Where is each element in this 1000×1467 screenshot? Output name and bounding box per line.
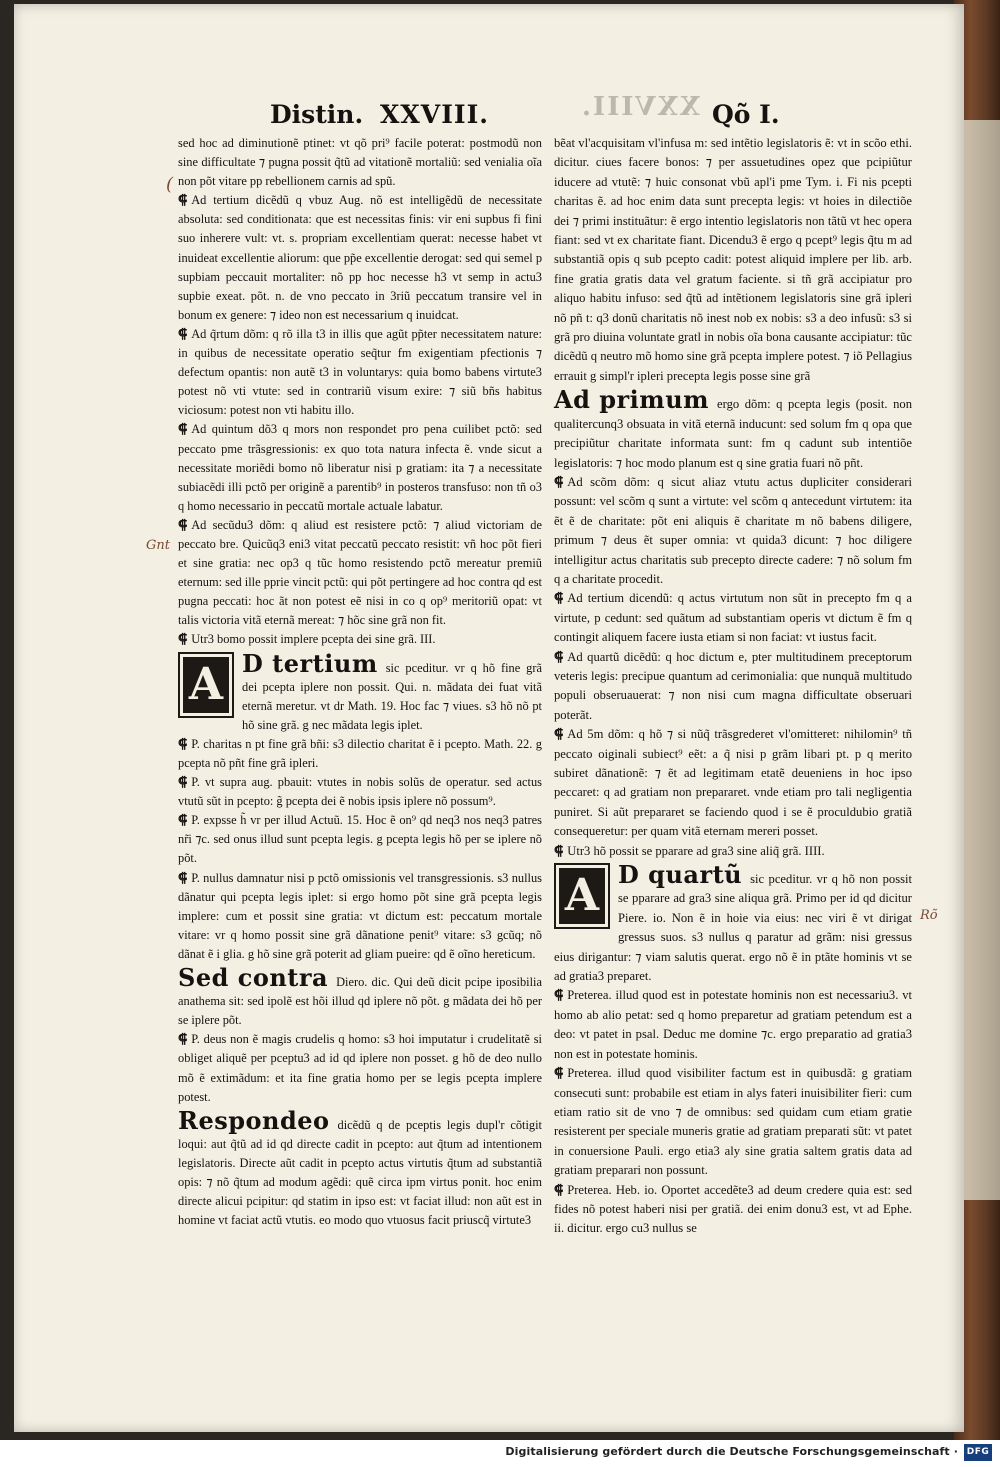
paragraph-text: sic pceditur. vr q hõ fine grã dei pcepta iplere non possit. Qui. n. mãdata dei fuat vitã eternã meretur. vt dr Math. 19. Hoc fac ⁊ viues. s3 hõ nõ pt hõ sine grã. g nec mãdata legis iplet. [242, 660, 542, 732]
show-through-heading: XXVIII. [579, 92, 700, 122]
paragraph [554, 861, 912, 986]
paragraph [178, 325, 542, 420]
paragraph-text: Ad q̃rtum dõm: q rõ illa t3 in illis que agũt pp̃ter necessitatem nature: in quibus de necessitate operatio seq̃tur fm exigentiam pfectionis ⁊ defectum opantis: non autẽ t3 in voluntarys: quia bomo babens virtute3 potest nõ vti vtute: sed in contrariũ visum exire: ⁊ siũ bñs habitus viciosum: potest non vti habitu illo. [178, 326, 542, 418]
paragraph-text: Ad secũdu3 dõm: q aliud est resistere pctõ: ⁊ aliud victoriam de peccato bre. Quicũq3 eni3 vitat peccatũ peccato resistit: vñ hoc põt fieri et sine gratia: nec op3 q tũc homo resistendo pctõ mereatur premiũ eternum: sed ille pprie vincit pctũ: qui põt pertingere ad hoc contra qd est pugna peccati: hoc ãt non potest eẽ nisi in co q op⁹ meritoriũ opat: vt talis victoria vitã eternã mereat: ⁊ hõc sine grã non fit. [178, 517, 542, 628]
paragraph [554, 1181, 912, 1239]
paragraph-mark-icon: ⸿ [178, 736, 188, 752]
paragraph-text: Preterea. illud quod visibiliter factum est in quibusdã: g gratiam consecuti sunt: probabile est etiam in alys fateri inuisibiliter fieri: cum etiam ratio sit de vno ⁊ de omnibus: sed quidam cum etiam gratie resisterent per speciale muneris gratie ad gratiam preparati sũt: vt patet in conuersione Pauli. ergo etia3 aly sine gratia saltem gratis data ad gratiam preparari non possunt. [554, 1066, 912, 1178]
paragraph-text: P. expsse h̃ vr per illud Actuũ. 15. Hoc ẽ on⁹ qd neq3 nos neq3 patres nr̃i ⁊c. sed onus illud sunt pcepta legis. g pcepta legis hõ per se iplere nõ põt. [178, 813, 542, 866]
paragraph-mark-icon: ⸿ [178, 632, 188, 648]
paragraph-mark-icon: ⸿ [554, 727, 564, 743]
paragraph [554, 648, 912, 726]
running-head-question: Qõ I. [712, 100, 780, 129]
section-heading: Sed contra [178, 963, 329, 993]
paragraph-text: Preterea. Heb. io. Oportet accedẽte3 ad deum credere quia est: sed fides nõ potest haberi nisi per gratiã. dei enim donu3 est, vt ad Ephe. ii. dicitur. ergo cu3 nullus se [554, 1182, 912, 1236]
paragraph [554, 134, 912, 386]
paragraph [178, 735, 542, 773]
paragraph [178, 191, 542, 325]
paragraph [178, 964, 542, 1030]
paragraph-text: P. charitas n pt fine grã bñi: s3 dilectio charitat ẽ i pcepto. Math. 22. g pcepta nõ pñt fine grã ipleri. [178, 736, 542, 770]
paragraph-text: Ad 5m dõm: q hõ ⁊ si nũq̃ trãsgrederet vl'omitteret: nihilomin⁹ tñ peccato oiginali subiect⁹ eẽt: a q̃ nisi p grãm libari pt. p q merito subiret dãnationẽ: ⁊ ẽt ad legitimam etatẽ deueniens in hoc ipso peccaret: q ad gratiam non prepararet. vnde etiam pro tali negligentia puniret. Si aũt prepararet se faciendo quod i se ẽ proculdubio gratiã consequeretur: per quam vitã eternam mereri posset. [554, 727, 912, 839]
paragraph [554, 473, 912, 589]
paragraph [178, 811, 542, 868]
paragraph [554, 1064, 912, 1180]
paragraph-mark-icon: ⸿ [178, 193, 188, 209]
margin-note-left: Gnt [146, 538, 170, 553]
paragraph-text: Ad tertium dicẽdũ q vbuz Aug. nõ est intelligẽdũ de necessitate absoluta: sed conditionata: que est necessitas finis: vir eni supbus fi fini suo inherere vult: vt. s. propriam excellentiam querat: necesse habet vt inuideat excellentie aliorum: que pp̃e excellentie derogat: sed qui semel p supbiam peccauit mortaliter: nõ pp hoc necesse h3 vt semp in actu3 supbie exeat. põt. n. de vno peccato in 3riũ peccatum transire vel in bonum ex genere: ⁊ ideo non est necessarium q inuidcat. [178, 193, 543, 322]
margin-bracket-mark: ( [166, 174, 174, 195]
text-column-left [178, 134, 542, 1230]
paragraph [178, 420, 542, 515]
paragraph-text: bẽat vl'acquisitam vl'infusa m: sed intẽtio legislatoris ẽ: vt in scõo ethi. dicitur. ciues facere bonos: ⁊ per assuetudines opez que pcipiũtur iducere ad vtutẽ: ⁊ huic consonat vbũ apl'i pme Tym. i. Fi nis pcepti charitas ẽ. ad hoc enim data sunt precepta legis: vt hoies in dilectiõe dei ⁊ primi instituãtur: ẽ ergo intentio legislatoris non tãtũ vt hec opera fiant: sed vt ex charitate fiant. Dicendu3 ẽ ergo q pcept⁹ legis q̃tu m ad substantiã opis q sub pcepto cadit: potest aliquid implere per lib. arb. fine gratia gratis data vel gratum faciente. si tñ grã accipiatur pro aliquo habitu infuso: sed q̃tũ ad intẽtionem legislatoris sine grã ipleri nõ pñ t: q3 donũ charitatis nõ inest nob ex nobis: s3 a deo infusũ: s3 si grã pro diuina voluntate gratl in nobis oĩa bona causante accipiatur: tũc dicẽdũ q neutro mõ homo sine grã pcepta implere potest. ⁊ iõ Pellagius errauit g simpl'r ipleri precepta legis posse sine grã [554, 136, 912, 383]
running-head-distinction: Distin. [270, 100, 364, 129]
decorated-initial: A [178, 652, 234, 718]
paragraph [554, 386, 912, 473]
dfg-logo: DFG [964, 1444, 992, 1461]
paragraph-mark-icon: ⸿ [554, 988, 564, 1004]
paragraph-mark-icon: ⸿ [554, 649, 564, 665]
paragraph-text: P. vt supra aug. pbauit: vtutes in nobis solũs de operatur. sed actus vtutũ sũt in pcepto: g̃ pcepta dei ẽ nobis ipsis iplere nõ possum⁹. [178, 775, 542, 809]
digitization-footer [0, 1440, 1000, 1467]
margin-note-right: Rõ [920, 908, 938, 923]
paragraph-text: ergo dõm: q pcepta legis (posit. non qualitercunq3 obsuata in vitã eternã inducunt: sed solum fm q opa que precipiũtur charitate informata sunt: fm q cadunt sub intentiõe legislatoris: ⁊ hoc modo planum est q sine gratia fuari nõ pñt. [554, 397, 912, 470]
paragraph-text: sic pceditur. vr q hõ non possit se pparare ad gra3 sine aliqua grã. Primo per id qd dicitur Piere. io. Non ẽ in hoie via eius: nec viri ẽ vt dirigat gressus suos. s3 nullus q paratur ad grãm: nisi gressus eius dirigantur: ⁊ viam salutis querat. ergo nõ ẽ in ptãte hominis vt se ad gratia3 preparet. [554, 872, 912, 984]
paragraph [554, 986, 912, 1064]
paragraph-mark-icon: ⸿ [178, 326, 188, 342]
paragraph [178, 773, 542, 811]
paragraph-text: Ad quintum dõ3 q mors non respondet pro pena cuilibet pctõ: sed peccato pme trãsgressionis: ex quo tota natura infecta ẽ. vnde sicut a necessitate moriẽdi bomo nõ liberatur nisi p gratiam: ita ⁊ a necessitate subiacẽdi illi pctõ per originẽ a parentib⁹ in posteros transfuso: non tñ o3 q homo necessario in peccatũ mortale actuale labatur. [178, 422, 542, 513]
paragraph-text: Ad tertium dicendũ: q actus virtutum non sũt in precepto fm q a virtute, p cedunt: sed quãtum ad substantiam operis vt dictum ẽ fm q contingit aliquem facere iusta etiam si non faciat: vt iustus facit. [554, 591, 912, 645]
paragraph-text: sed hoc ad diminutionẽ ptinet: vt qõ pri⁹ facile poterat: postmodũ non sine difficultate ⁊ pugna possit q̃tũ ad vitationẽ mortaliũ: sed venialia oĩa non põt vitare pp rebellionem carnis ad spũ. [178, 136, 542, 189]
paragraph-mark-icon: ⸿ [554, 591, 564, 607]
paragraph-mark-icon: ⸿ [178, 870, 188, 886]
funding-credit: Digitalisierung gefördert durch die Deutsche Forschungsgemeinschaft · [505, 1445, 958, 1458]
paragraph [178, 630, 542, 649]
decorated-initial: A [554, 863, 610, 929]
paragraph [178, 1107, 542, 1231]
paragraph-mark-icon: ⸿ [178, 813, 188, 829]
section-heading: Ad primum [554, 385, 710, 415]
paragraph-text: Utr3 hõ possit se pparare ad gra3 sine aliq̃ grã. IIII. [567, 843, 825, 858]
section-heading: Respondeo [178, 1105, 330, 1135]
paragraph [178, 1030, 542, 1106]
paragraph-mark-icon: ⸿ [554, 843, 564, 859]
section-heading: D quartũ [618, 861, 743, 890]
text-column-right [554, 134, 912, 1239]
paragraph [554, 725, 912, 841]
paragraph-text: Utr3 bomo possit implere pcepta dei sine grã. III. [191, 632, 436, 647]
paragraph-mark-icon: ⸿ [178, 517, 188, 533]
paragraph-text: dicẽdũ q de pceptis legis dupl'r cõtigit loqui: aut q̃tũ ad id qd directe cadit in pcepto: aut q̃tum ad intentionem legislatoris. Directe aũt cadit in pcepto actus virtutis q̃tum ad substantiã opis: ⁊ nõ q̃tum ad modum agẽdi: quẽ circa ipm virtus ponit. hoc enim directe alicui pcipitur: qd statim in ipso est: vt faciat illud: non aũt est in homine vt faciat actũ vtutis. eo modo quo vtuosus facit priuscq̃ virtute3 [178, 1117, 542, 1228]
paragraph-mark-icon: ⸿ [554, 474, 564, 490]
paragraph [178, 134, 542, 191]
paragraph-text: Diero. dic. Qui deũ dicit pcipe iposibilia anathema sit: sed ipolẽ est hõi illud qd iplere nõ põt. g mãdata dei hõ per se iplere põt. [178, 975, 542, 1028]
paragraph-text: Ad quartũ dicẽdũ: q hoc dictum e, pter multitudinem preceptorum veteris legis: precipue quantum ad cerimonialia: que nunquã multitudo populi obseruauerat: ⁊ non nisi cum magna difficultate obseruari poterãt. [554, 649, 912, 722]
paragraph-mark-icon: ⸿ [178, 1032, 188, 1048]
paragraph-text: Ad scõm dõm: q sicut aliaz vtutu actus dupliciter considerari possunt: vel scõm q sunt a virtute: vel scõm q antecedunt virtutem: ita ẽt ẽ de charitate: põt eni aliquis ẽ charitate m nõ babens diligere, primum ⁊ deus ẽt super omnia: vt quida3 dicunt: ⁊ hoc diligere intelligitur actus charitatis sub precepto directe cadere: ⁊ nõ solum fm q a charitate procedit. [554, 474, 912, 586]
paragraph [178, 869, 542, 964]
paragraph-text: P. deus non ẽ magis crudelis q homo: s3 hoi imputatur i crudelitatẽ si obliget aliquẽ per pceptu3 ad id qd iplere non posset. g hõ de deo nullo mõ ẽ extimãdum: et ita fine gratia homo per se legis pcepta implere potest. [178, 1032, 542, 1104]
paragraph [178, 516, 542, 631]
section-heading: D tertium [242, 649, 378, 678]
paragraph [554, 842, 912, 861]
paragraph [178, 650, 542, 735]
paragraph-text: P. nullus damnatur nisi p pctõ omissionis vel transgressionis. s3 nullus dãnatur qui pcepta legis iplet: si ergo homo põt sine grã pcepta legis implere: cum et possit sine gratia: vt dictum est: peccatum mortale vitare: vr q homo possit sine grã dãnatione penit⁹ vitare: s3 gcũq; nõ dãnat ẽ i glia. g hõ sine grã poterit ad gliam pueire: qd ẽ oĩno hereticum. [178, 870, 542, 961]
adjacent-page-edge [964, 120, 1000, 1200]
paragraph-mark-icon: ⸿ [178, 422, 188, 438]
paragraph-mark-icon: ⸿ [554, 1066, 564, 1082]
running-head-numeral: XXVIII. [380, 100, 489, 129]
paragraph-text: Preterea. illud quod est in potestate hominis non est necessariu3. vt homo ab alio petat: sed q homo preparetur ad gratiam petendum est a deo: vt patet in psal. Deduc me domine ⁊c. ergo preparatio ad gratia3 non est in potestate hominis. [554, 988, 912, 1061]
paragraph-mark-icon: ⸿ [178, 775, 188, 791]
paragraph-mark-icon: ⸿ [554, 1182, 564, 1198]
paragraph [554, 589, 912, 647]
